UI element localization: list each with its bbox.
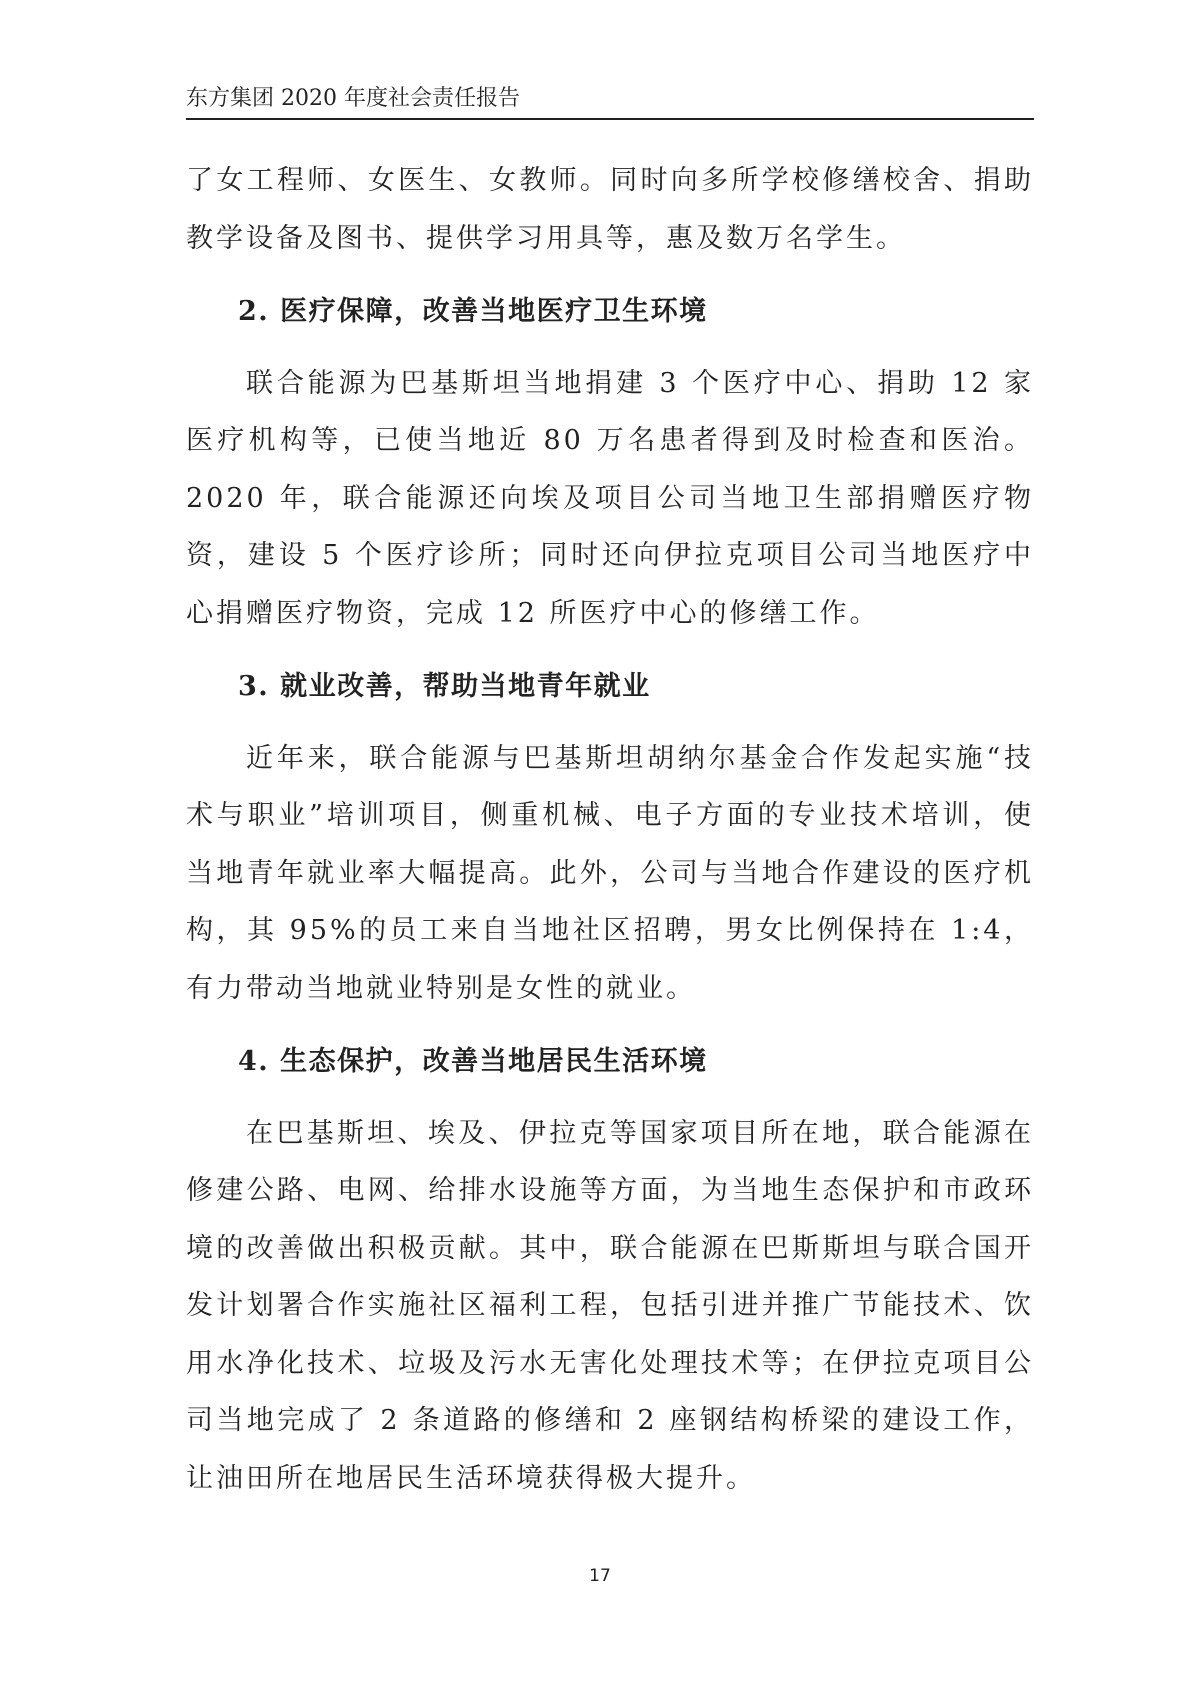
header-title: 东方集团 2020 年度社会责任报告 xyxy=(186,86,520,111)
page-number: 17 xyxy=(589,1566,611,1586)
paragraph-ecology: 在巴基斯坦、埃及、伊拉克等国家项目所在地，联合能源在修建公路、电网、给排水设施等方面，为当地生态保护和市政环境的改善做出积极贡献。其中，联合能源在巴斯斯坦与联合国开发计划署合作实施社区福利工程，包括引进并推广节能技术、饮用水净化技术、垃圾及污水无害化处理技术等；在伊拉克项目公司当地完成了 2 条道路的修缮和 2 座钢结构桥梁的建设工作，让油田所在地居民生活环境获得极大提升。 xyxy=(186,1117,1034,1494)
paragraph-employment: 近年来，联合能源与巴基斯坦胡纳尔基金合作发起实施“技术与职业”培训项目，侧重机械、电子方面的专业技术培训，使当地青年就业率大幅提高。此外，公司与当地合作建设的医疗机构，其 95%的员工来自当地社区招聘，男女比例保持在 1:4，有力带动当地就业特别是女性的就业。 xyxy=(186,742,1034,1004)
section-heading-employment: 3. 就业改善，帮助当地青年就业 xyxy=(238,671,651,702)
paragraph-medical: 联合能源为巴基斯坦当地捐建 3 个医疗中心、捐助 12 家医疗机构等，已使当地近 80 万名患者得到及时检查和医治。2020 年，联合能源还向埃及项目公司当地卫生部捐赠医疗物资，建设 5 个医疗诊所；同时还向伊拉克项目公司当地医疗中心捐赠医疗物资，完成 12 所医疗中心的修缮工作。 xyxy=(186,367,1034,629)
page-content xyxy=(186,152,1034,1507)
section-heading-medical: 2. 医疗保障，改善当地医疗卫生环境 xyxy=(238,296,708,327)
paragraph-education-continued: 了女工程师、女医生、女教师。同时向多所学校修缮校舍、捐助教学设备及图书、提供学习用具等，惠及数万名学生。 xyxy=(186,165,1034,254)
page-header xyxy=(186,84,1034,120)
section-heading-ecology: 4. 生态保护，改善当地居民生活环境 xyxy=(238,1046,708,1077)
